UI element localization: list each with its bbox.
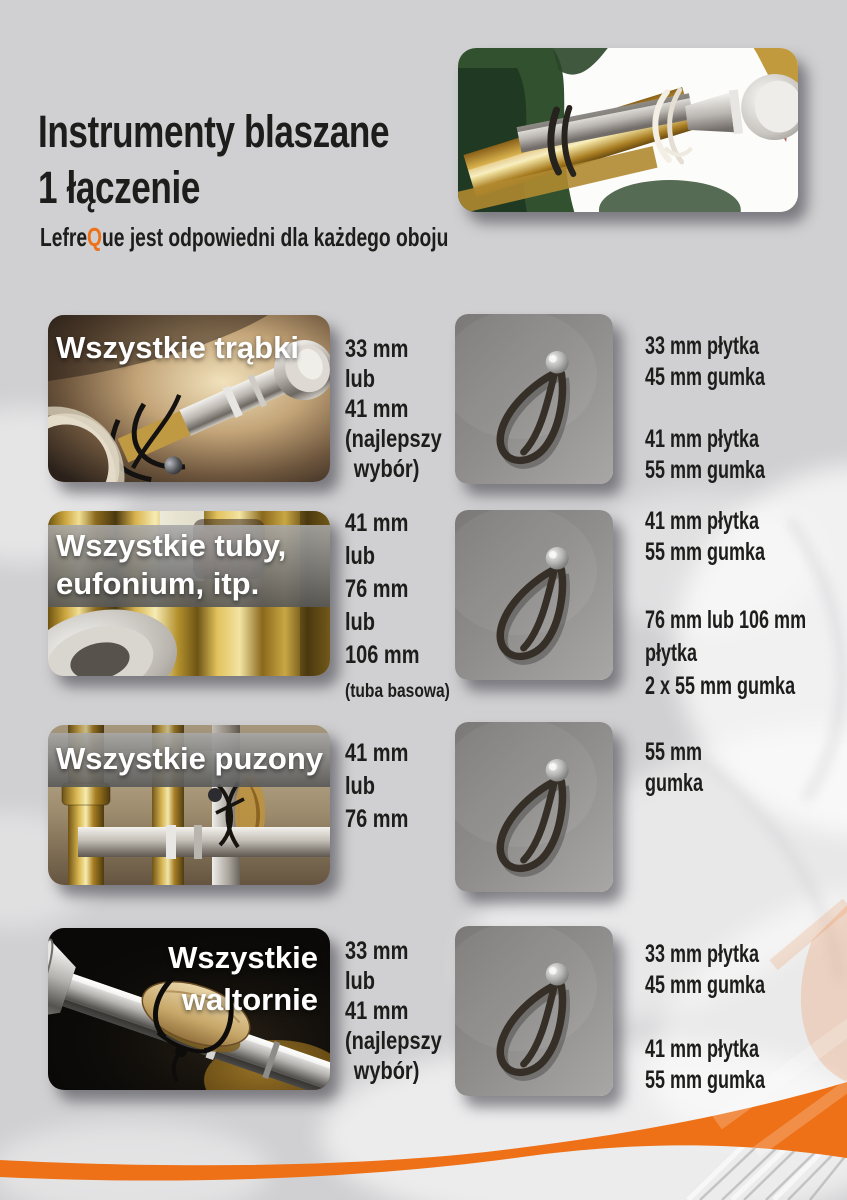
brand-accent-letter: Q [87, 222, 103, 252]
gumka-loop-graphic [455, 926, 613, 1096]
photo-gumka-french-horns [455, 926, 613, 1096]
caption-french-horns: Wszystkie waltornie [168, 940, 318, 1017]
photo-tubas [48, 511, 330, 676]
photo-trombones [48, 725, 330, 885]
parts-tubas-2: 76 mm lub 106 mm płytka 2 x 55 mm gumka [645, 606, 807, 700]
gumka-loop-graphic [455, 314, 613, 484]
gumka-loop-graphic [455, 510, 613, 680]
photo-gumka-trombones [455, 722, 613, 892]
photo-trumpets [48, 315, 330, 482]
caption-band-trombones: Wszystkie puzony [48, 733, 330, 787]
sizes-trombones: 41 mm lub 76 mm [345, 739, 409, 833]
caption-band-tubas: Wszystkie tuby, eufonium, itp. [48, 525, 330, 607]
sizes-note-tubas: (tuba basowa) [345, 680, 450, 702]
page-title-line1: Instrumenty blaszane [38, 106, 390, 157]
sizes-french-horns: 33 mm lub 41 mm (najlepszy wybór) [345, 937, 442, 1085]
hero-photo-mouthpiece [458, 48, 798, 212]
caption-trumpets: Wszystkie trąbki [56, 330, 299, 365]
parts-tubas-1: 41 mm płytka 55 mm gumka [645, 507, 766, 566]
gumka-loop-graphic [455, 722, 613, 892]
sizes-trumpets: 33 mm lub 41 mm (najlepszy wybór) [345, 335, 442, 483]
parts-trumpets-1: 33 mm płytka 45 mm gumka [645, 332, 766, 391]
photo-gumka-tubas [455, 510, 613, 680]
parts-trumpets-2: 41 mm płytka 55 mm gumka [645, 425, 766, 484]
page-title-line2: 1 łączenie [38, 162, 200, 213]
photo-gumka-trumpets [455, 314, 613, 484]
page-title [38, 104, 389, 216]
photo-french-horns [48, 928, 330, 1090]
parts-trombones-1: 55 mm gumka [645, 738, 704, 797]
parts-french-horns-2: 41 mm płytka 55 mm gumka [645, 1035, 766, 1094]
parts-french-horns-1: 33 mm płytka 45 mm gumka [645, 940, 766, 999]
page-subtitle: LefreQue jest odpowiedni dla każdego oboju [40, 222, 449, 252]
sizes-tubas: 41 mm lub 76 mm lub 106 mm (tuba basowa) [345, 507, 450, 708]
